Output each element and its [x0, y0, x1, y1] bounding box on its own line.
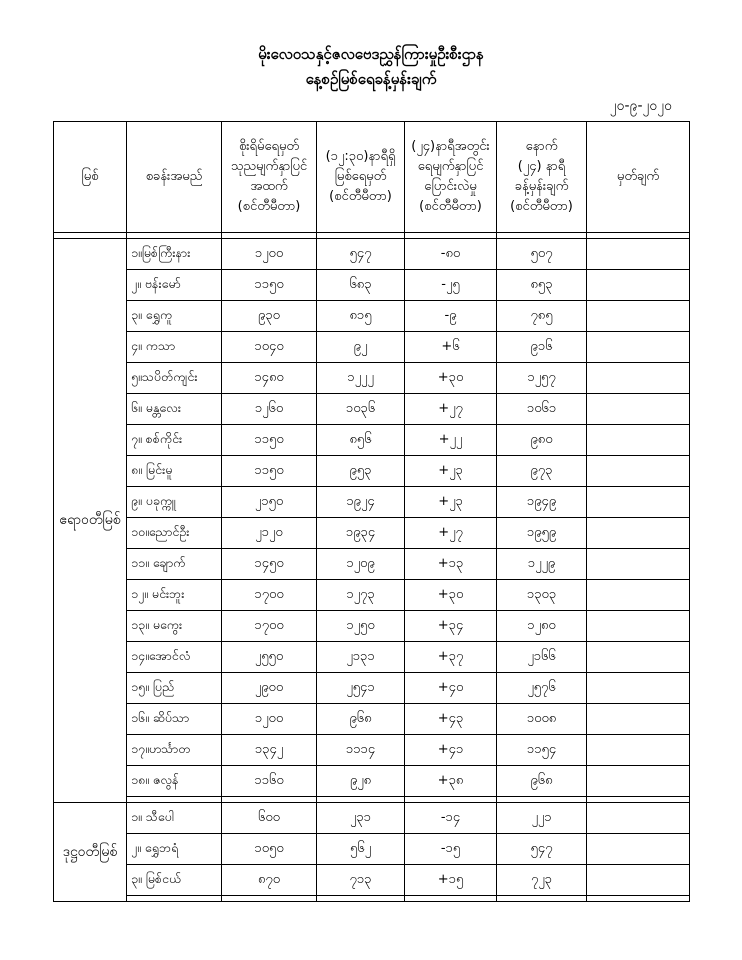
- station-name: ၂။ ရွှေဘရံ: [127, 834, 222, 865]
- water-level-cell: ၉၂၈: [317, 766, 405, 797]
- level-change-cell: -၁၄: [405, 803, 497, 834]
- river-name: ဧရာဝတီမြစ်: [54, 239, 127, 803]
- station-name: ၂။ ဗန်းမော်: [127, 270, 222, 301]
- danger-level-cell: ၁၁၆၀: [222, 766, 317, 797]
- danger-level-cell: ၁၄၅၀: [222, 549, 317, 580]
- remarks-cell: [587, 642, 690, 673]
- table-row: [54, 673, 690, 704]
- remarks-cell: [587, 803, 690, 834]
- level-change-cell: +၃၇: [405, 642, 497, 673]
- remarks-cell: [587, 766, 690, 797]
- table-row: [54, 865, 690, 896]
- forecast-cell: ၅၄၇: [497, 834, 587, 865]
- col-header-current-level: (၁၂:၃၀)နာရီရှိ မြစ်ရေမှတ် (စင်တီမီတာ): [317, 122, 405, 233]
- water-level-cell: ၉၂: [317, 332, 405, 363]
- water-level-cell: ၈၁၅: [317, 301, 405, 332]
- remarks-cell: [587, 301, 690, 332]
- table-row: [54, 834, 690, 865]
- table-row: [54, 518, 690, 549]
- report-subtitle: နေ့စဉ်မြစ်ရေခန့်မှန်းချက်: [305, 70, 437, 88]
- station-name: ၁၆။ ဆိပ်သာ: [127, 704, 222, 735]
- station-name: ၉။ ပခုက္ကူ: [127, 487, 222, 518]
- danger-level-cell: ၁၀၄၀: [222, 332, 317, 363]
- forecast-cell: ၁၂၈၀: [497, 611, 587, 642]
- station-name: ၁၄။အောင်လံ: [127, 642, 222, 673]
- water-level-cell: ၂၁၃၁: [317, 642, 405, 673]
- col-header-change: (၂၄)နာရီအတွင်း ရေမျက်နှာပြင် ပြောင်းလဲမှု (စင်တီမီတာ): [405, 122, 497, 233]
- level-change-cell: +၄၁: [405, 735, 497, 766]
- col-header-forecast: နောက် (၂၄) နာရီ ခန့်မှန်းချက် (စင်တီမီတာ): [497, 122, 587, 233]
- water-level-cell: ၁၂၂၂: [317, 363, 405, 394]
- water-level-cell: ၁၁၁၄: [317, 735, 405, 766]
- forecast-cell: ၁၂၅၇: [497, 363, 587, 394]
- level-change-cell: +၂၃: [405, 487, 497, 518]
- water-level-cell: ၅၆၂: [317, 834, 405, 865]
- table-row: [54, 425, 690, 456]
- forecast-cell: ၂၂၁: [497, 803, 587, 834]
- table-row: [54, 580, 690, 611]
- station-name: ၆။ မန္တလေး: [127, 394, 222, 425]
- danger-level-cell: ၁၇၀၀: [222, 580, 317, 611]
- forecast-cell: ၇၈၅: [497, 301, 587, 332]
- station-name: ၇။ စစ်ကိုင်း: [127, 425, 222, 456]
- water-level-cell: ၇၁၃: [317, 865, 405, 896]
- forecast-cell: ၂၅၇၆: [497, 673, 587, 704]
- danger-level-cell: ၁၂၆၀: [222, 394, 317, 425]
- table-row: [54, 363, 690, 394]
- danger-level-cell: ၂၉၀၀: [222, 673, 317, 704]
- station-name: ၁၅။ ပြည်: [127, 673, 222, 704]
- level-change-cell: +၄၃: [405, 704, 497, 735]
- forecast-cell: ၈၅၃: [497, 270, 587, 301]
- station-name: ၃။ မြစ်ငယ်: [127, 865, 222, 896]
- river-name: ဒုဋ္ဌဝတီမြစ်: [54, 803, 127, 902]
- level-change-cell: -၁၅: [405, 834, 497, 865]
- level-change-cell: +၃၀: [405, 580, 497, 611]
- station-name: ၁၃။ မကွေး: [127, 611, 222, 642]
- remarks-cell: [587, 518, 690, 549]
- table-row: [54, 766, 690, 797]
- level-change-cell: -၂၅: [405, 270, 497, 301]
- danger-level-cell: ၁၁၅၀: [222, 270, 317, 301]
- station-name: ၁။မြစ်ကြီးနား: [127, 239, 222, 270]
- col-header-danger-level: စိုးရိမ်ရေမှတ် သုညမျက်နှာပြင် အထက် (စင်တီမီတာ): [222, 122, 317, 233]
- station-name: ၁၁။ ချောက်: [127, 549, 222, 580]
- forecast-cell: ၁၀၆၁: [497, 394, 587, 425]
- danger-level-cell: ၁၁၅၀: [222, 456, 317, 487]
- level-change-cell: +၆: [405, 332, 497, 363]
- table-row: [54, 642, 690, 673]
- water-level-cell: ၂၅၄၁: [317, 673, 405, 704]
- remarks-cell: [587, 425, 690, 456]
- remarks-cell: [587, 580, 690, 611]
- forecast-cell: ၁၉၄၉: [497, 487, 587, 518]
- table-row: [54, 735, 690, 766]
- danger-level-cell: ၆၀၀: [222, 803, 317, 834]
- level-change-cell: +၃၀: [405, 363, 497, 394]
- station-name: ၁၀။ညောင်ဦး: [127, 518, 222, 549]
- danger-level-cell: ၂၁၅၀: [222, 487, 317, 518]
- remarks-cell: [587, 735, 690, 766]
- level-change-cell: -၈၀: [405, 239, 497, 270]
- station-name: ၄။ ကသာ: [127, 332, 222, 363]
- water-level-cell: ၅၄၇: [317, 239, 405, 270]
- level-change-cell: -၉: [405, 301, 497, 332]
- water-level-cell: ၂၃၁: [317, 803, 405, 834]
- table-row: [54, 487, 690, 518]
- table-row: [54, 239, 690, 270]
- remarks-cell: [587, 456, 690, 487]
- forecast-cell: ၁၂၂၉: [497, 549, 587, 580]
- water-level-cell: ၁၉၂၄: [317, 487, 405, 518]
- remarks-cell: [587, 611, 690, 642]
- level-change-cell: +၄၀: [405, 673, 497, 704]
- forecast-cell: ၅၀၇: [497, 239, 587, 270]
- table-row: [54, 803, 690, 834]
- forecast-cell: ၉၆၈: [497, 766, 587, 797]
- level-change-cell: +၁၅: [405, 865, 497, 896]
- table-row: [54, 301, 690, 332]
- remarks-cell: [587, 239, 690, 270]
- water-level-cell: ၆၈၃: [317, 270, 405, 301]
- col-header-station: စခန်းအမည်: [127, 122, 222, 233]
- remarks-cell: [587, 394, 690, 425]
- table-row: [54, 549, 690, 580]
- danger-level-cell: ၁၂၀၀: [222, 239, 317, 270]
- river-forecast-table: [53, 121, 690, 902]
- remarks-cell: [587, 549, 690, 580]
- forecast-cell: ၁၃၀၃: [497, 580, 587, 611]
- water-level-cell: ၉၆၈: [317, 704, 405, 735]
- danger-level-cell: ၁၇၀၀: [222, 611, 317, 642]
- level-change-cell: +၃၄: [405, 611, 497, 642]
- danger-level-cell: ၂၅၅၀: [222, 642, 317, 673]
- danger-level-cell: ၂၁၂၀: [222, 518, 317, 549]
- water-level-cell: ၈၅၆: [317, 425, 405, 456]
- station-name: ၁။ သီပေါ: [127, 803, 222, 834]
- table-row: [54, 270, 690, 301]
- table-row: [54, 704, 690, 735]
- forecast-cell: ၁၀၀၈: [497, 704, 587, 735]
- remarks-cell: [587, 363, 690, 394]
- level-change-cell: +၂၂: [405, 425, 497, 456]
- station-name: ၁၂။ မင်းဘူး: [127, 580, 222, 611]
- table-row: [54, 611, 690, 642]
- level-change-cell: +၁၃: [405, 549, 497, 580]
- report-date: ၂၀-၉-၂၀၂၀: [609, 98, 672, 114]
- group-separator: [54, 896, 690, 902]
- danger-level-cell: ၁၁၅၀: [222, 425, 317, 456]
- station-name: ၅။သပိတ်ကျင်း: [127, 363, 222, 394]
- level-change-cell: +၂၇: [405, 518, 497, 549]
- station-name: ၈။ မြင်းမူ: [127, 456, 222, 487]
- col-header-river: မြစ်: [54, 122, 127, 233]
- col-header-remarks: မှတ်ချက်: [587, 122, 690, 233]
- water-level-cell: ၉၅၃: [317, 456, 405, 487]
- table-row: [54, 332, 690, 363]
- table-row: [54, 456, 690, 487]
- danger-level-cell: ၁၂၀၀: [222, 704, 317, 735]
- water-level-cell: ၁၂၀၉: [317, 549, 405, 580]
- station-name: ၃။ ရွှေကူ: [127, 301, 222, 332]
- forecast-cell: ၇၂၃: [497, 865, 587, 896]
- forecast-cell: ၁၁၅၄: [497, 735, 587, 766]
- remarks-cell: [587, 673, 690, 704]
- remarks-cell: [587, 704, 690, 735]
- danger-level-cell: ၁၃၄၂: [222, 735, 317, 766]
- table-row: [54, 394, 690, 425]
- station-name: ၁၈။ ဇလွန်: [127, 766, 222, 797]
- level-change-cell: +၂၇: [405, 394, 497, 425]
- danger-level-cell: ၈၇၀: [222, 865, 317, 896]
- danger-level-cell: ၉၃၀: [222, 301, 317, 332]
- level-change-cell: +၂၃: [405, 456, 497, 487]
- remarks-cell: [587, 865, 690, 896]
- water-level-cell: ၁၀၃၆: [317, 394, 405, 425]
- forecast-cell: ၉၁၆: [497, 332, 587, 363]
- remarks-cell: [587, 487, 690, 518]
- forecast-cell: ၂၁၆၆: [497, 642, 587, 673]
- water-level-cell: ၁၂၅၀: [317, 611, 405, 642]
- table-body: [54, 239, 690, 902]
- forecast-cell: ၉၇၃: [497, 456, 587, 487]
- forecast-cell: ၉၈၀: [497, 425, 587, 456]
- remarks-cell: [587, 332, 690, 363]
- water-level-cell: ၁၂၇၃: [317, 580, 405, 611]
- forecast-cell: ၁၉၅၉: [497, 518, 587, 549]
- water-level-cell: ၁၉၃၄: [317, 518, 405, 549]
- report-title: မိုးလေဝသနှင့်ဇလဗေဒညွှန်ကြားမှုဦးစီးဌာန: [258, 45, 484, 63]
- level-change-cell: +၃၈: [405, 766, 497, 797]
- station-name: ၁၇။ဟင်္သာတ: [127, 735, 222, 766]
- remarks-cell: [587, 270, 690, 301]
- remarks-cell: [587, 834, 690, 865]
- danger-level-cell: ၁၄၈၀: [222, 363, 317, 394]
- danger-level-cell: ၁၀၅၀: [222, 834, 317, 865]
